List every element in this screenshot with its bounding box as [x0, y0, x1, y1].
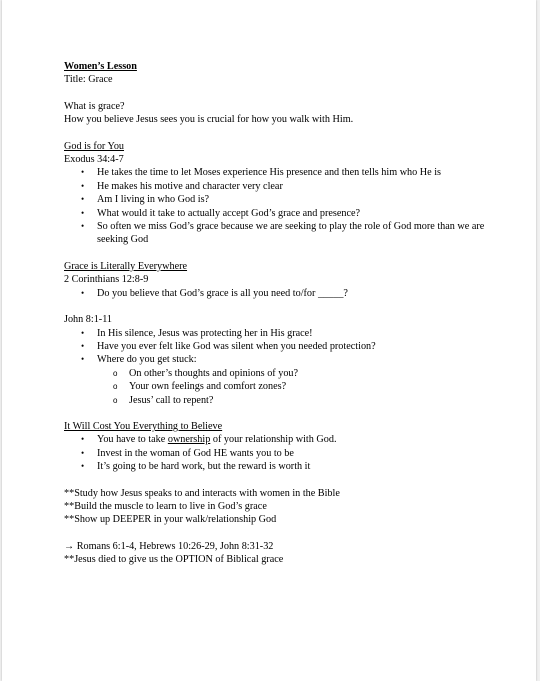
list-item [81, 433, 504, 446]
bullet-icon: • [81, 340, 85, 351]
scripture-reference: Exodus 34:4-7 [64, 154, 124, 166]
bullet-icon: • [81, 194, 85, 205]
list-item-text: It’s going to be hard work, but the reward is worth it [97, 461, 311, 473]
text-segment: You have to take [97, 434, 168, 446]
hollow-bullet-icon: o [113, 382, 118, 392]
bullet-list [64, 166, 504, 246]
spacer [64, 527, 504, 540]
underlined-word-ownership: ownership [167, 434, 211, 446]
note-line: **Show up DEEPER in your walk/relationship God [64, 514, 277, 526]
list-item [81, 193, 504, 206]
list-item [81, 287, 504, 300]
bullet-list [64, 433, 504, 473]
spacer [64, 407, 504, 420]
list-item-text: Am I living in who God is? [97, 194, 210, 206]
spacer [64, 300, 504, 313]
list-item-text: He takes the time to let Moses experience His presence and then tells him who He is [97, 167, 442, 179]
closing-note: **Jesus died to give us the OPTION of Biblical grace [64, 554, 284, 566]
note-line: **Study how Jesus speaks to and interacts with women in the Bible [64, 487, 340, 499]
note-line: **Build the muscle to learn to live in God’s grace [64, 500, 267, 512]
list-item [81, 166, 504, 179]
bullet-icon: • [81, 327, 85, 338]
spacer [64, 247, 504, 260]
bullet-icon: • [81, 447, 85, 458]
section-title-god-is-for-you: God is for You [64, 140, 125, 152]
sub-list-item [113, 394, 504, 407]
list-item [81, 447, 504, 460]
bullet-icon: • [81, 207, 85, 218]
lesson-heading: Women’s Lesson [64, 61, 137, 72]
list-item [81, 340, 504, 353]
list-item-text [97, 434, 337, 445]
sub-list-item-text: On other’s thoughts and opinions of you? [129, 367, 299, 379]
spacer [64, 474, 504, 487]
list-item [81, 353, 504, 407]
list-item-text: What would it take to actually accept God’s grace and presence? [97, 207, 361, 219]
sub-list-item-text: Jesus’ call to repent? [129, 394, 214, 406]
text-segment: of your relationship with God. [210, 434, 337, 446]
intro-question: What is grace? [64, 100, 125, 112]
list-item-text: Do you believe that God’s grace is all you need to/for _____? [97, 287, 348, 299]
scripture-reference: John 8:1-11 [64, 314, 113, 326]
list-item-text: Invest in the woman of God HE wants you to be [97, 447, 294, 459]
list-item [81, 220, 504, 247]
document-page [2, 0, 536, 681]
section-title-grace-everywhere: Grace is Literally Everywhere [64, 260, 188, 272]
list-item-text: Where do you get stuck: [97, 354, 197, 366]
hollow-bullet-icon: o [113, 395, 118, 405]
bullet-icon: • [81, 167, 85, 178]
spacer [64, 87, 504, 100]
closing-references-line [64, 540, 504, 553]
sub-bullet-list [81, 367, 504, 407]
bullet-icon: • [81, 287, 85, 298]
section-title-cost-everything: It Will Cost You Everything to Believe [64, 420, 223, 432]
sub-list-item [113, 367, 504, 380]
list-item-text: So often we miss God’s grace because we are seeking to play the role of God more than we are seeking God [97, 221, 485, 246]
closing-references: Romans 6:1-4, Hebrews 10:26-29, John 8:31-32 [76, 540, 274, 552]
list-item [81, 327, 504, 340]
lesson-title: Title: Grace [64, 74, 113, 86]
spacer [64, 127, 504, 140]
bullet-list [64, 287, 504, 300]
intro-statement: How you believe Jesus sees you is crucial for how you walk with Him. [64, 114, 354, 126]
list-item [81, 180, 504, 193]
list-item [81, 460, 504, 473]
list-item-text: Have you ever felt like God was silent when you needed protection? [97, 340, 376, 352]
bullet-icon: • [81, 221, 85, 232]
list-item-text: He makes his motive and character very clear [97, 180, 283, 192]
bullet-icon: • [81, 354, 85, 365]
arrow-right-icon: → [64, 540, 75, 552]
list-item [81, 207, 504, 220]
bullet-icon: • [81, 461, 85, 472]
bullet-icon: • [81, 434, 85, 445]
sub-list-item [113, 380, 504, 393]
hollow-bullet-icon: o [113, 368, 118, 378]
list-item-text: In His silence, Jesus was protecting her in His grace! [97, 327, 313, 339]
sub-list-item-text: Your own feelings and comfort zones? [129, 381, 287, 393]
scripture-reference: 2 Corinthians 12:8-9 [64, 274, 149, 286]
bullet-list [64, 327, 504, 407]
bullet-icon: • [81, 180, 85, 191]
document-body [64, 60, 504, 567]
